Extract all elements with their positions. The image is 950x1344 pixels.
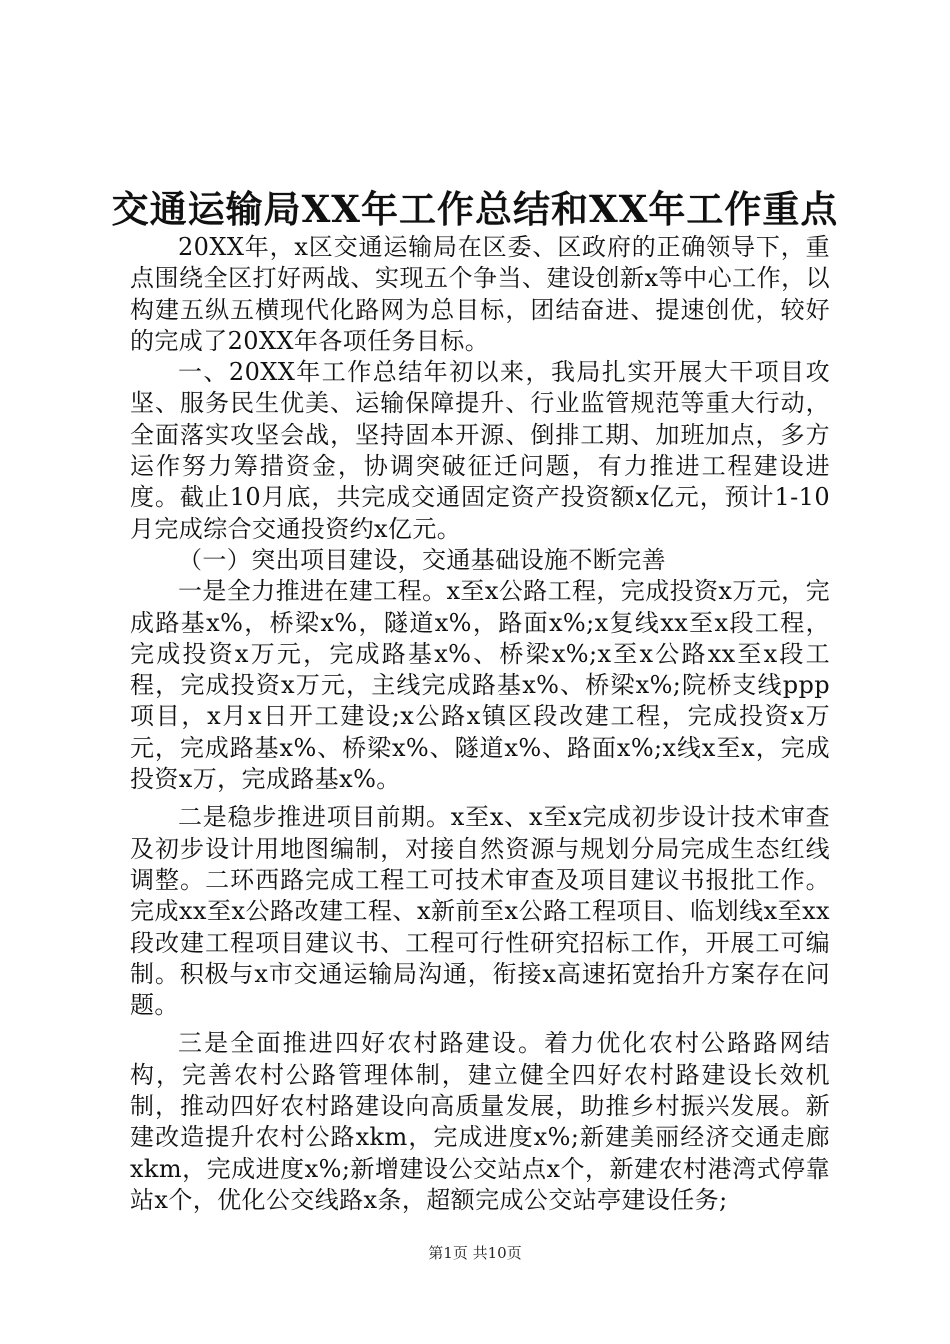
paragraph-intro: 20XX年，x区交通运输局在区委、区政府的正确领导下，重点围绕全区打好两战、实现五个争当、建设创新x等中心工作，以构建五纵五横现代化路网为总目标，团结奋进、提速创优，较好的完成了20XX年各项任务目标。 (130, 233, 830, 355)
paragraph-summary: 一、20XX年工作总结年初以来，我局扎实开展大干项目攻坚、服务民生优美、运输保障提升、行业监管规范等重大行动，全面落实攻坚会战，坚持固本开源、倒排工期、加班加点，多方运作努力筹措资金，协调突破征迁问题，有力推进工程建设进度。截止10月底，共完成交通固定资产投资额x亿元，预计1-10月完成综合交通投资约x亿元。 (130, 358, 830, 543)
page-number: 第1页 共10页 (428, 1244, 522, 1262)
paragraph-item-2: 二是稳步推进项目前期。x至x、x至x完成初步设计技术审查及初步设计用地图编制，对接自然资源与规划分局完成生态红线调整。二环西路完成工程工可技术审查及项目建议书报批工作。完成xx至x公路改建工程、x新前至x公路工程项目、临划线x至xx段改建工程项目建议书、工程可行性研究招标工作，开展工可编制。积极与x市交通运输局沟通，衔接x高速拓宽抬升方案存在问题。 (130, 803, 830, 1020)
paragraph-item-1: 一是全力推进在建工程。x至x公路工程，完成投资x万元，完成路基x%，桥梁x%，隧道x%，路面x%;x复线xx至x段工程，完成投资x万元，完成路基x%、桥梁x%;x至x公路xx至x段工程，完成投资x万元，主线完成路基x%、桥梁x%;院桥支线ppp项目，x月x日开工建设;x公路x镇区段改建工程，完成投资x万元，完成路基x%、桥梁x%、隧道x%、路面x%;x线x至x，完成投资x万，完成路基x%。 (130, 577, 830, 794)
section-heading: （一）突出项目建设，交通基础设施不断完善 (178, 545, 666, 574)
document-body (130, 232, 830, 1216)
paragraph-item-3: 三是全面推进四好农村路建设。着力优化农村公路路网结构，完善农村公路管理体制，建立健全四好农村路建设长效机制，推动四好农村路建设向高质量发展，助推乡村振兴发展。新建改造提升农村公路xkm，完成进度x%;新建美丽经济交通走廊xkm，完成进度x%;新增建设公交站点x个，新建农村港湾式停靠站x个，优化公交线路x条，超额完成公交站亭建设任务; (130, 1029, 830, 1214)
document-title: 交通运输局XX年工作总结和XX年工作重点 (111, 187, 839, 231)
